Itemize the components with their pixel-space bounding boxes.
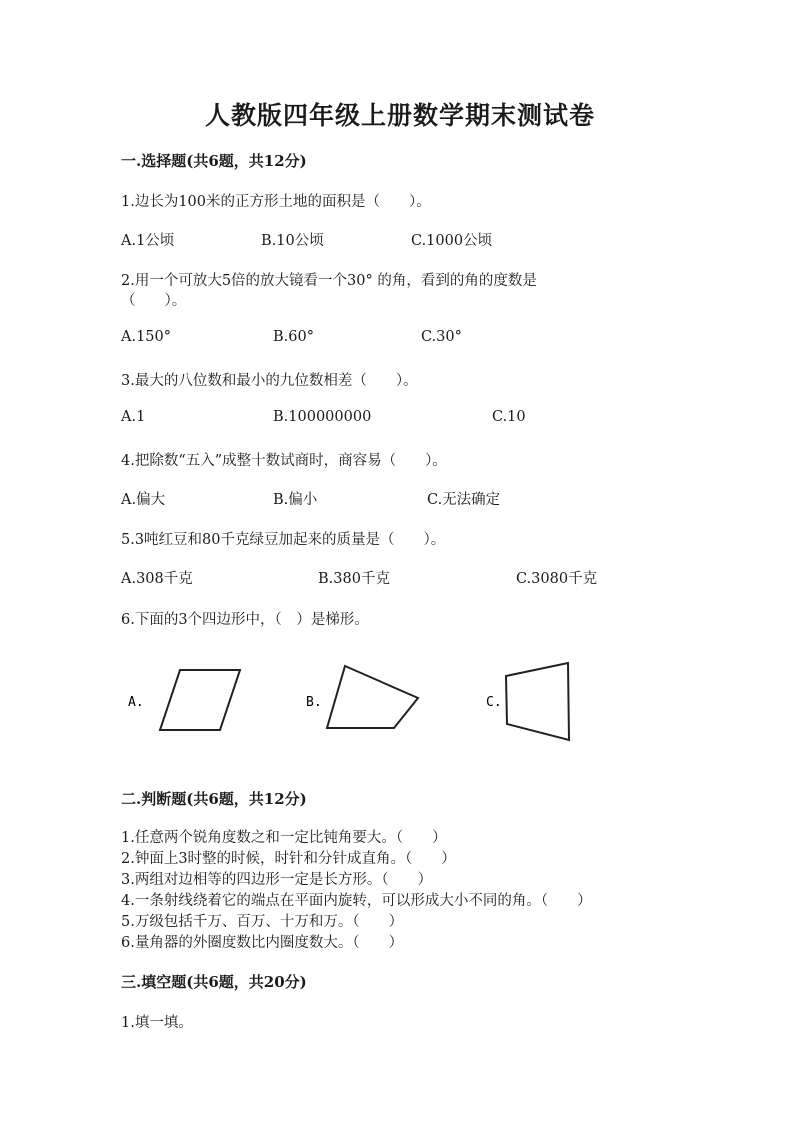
- shape-label-a: A.: [128, 695, 144, 710]
- section-heading-choice: 一.选择题(共6题，共12分): [121, 152, 307, 170]
- option-2a: A.150°: [121, 329, 172, 345]
- tf-item-6: 6.量角器的外圈度数比内圈度数大。（ ）: [121, 935, 404, 951]
- option-2b: B.60°: [273, 329, 314, 345]
- option-4b: B.偏小: [273, 492, 318, 508]
- shape-label-b: B.: [306, 695, 322, 710]
- fill-question-1: 1.填一填。: [121, 1015, 193, 1031]
- option-5b: B.380千克: [318, 571, 390, 587]
- option-3b: B.100000000: [273, 409, 372, 425]
- tf-item-5: 5.万级包括千万、百万、十万和万。（ ）: [121, 914, 404, 930]
- option-5a: A.308千克: [121, 571, 193, 587]
- question-3: 3.最大的八位数和最小的九位数相差（ ）。: [121, 373, 418, 389]
- tf-item-1: 1.任意两个锐角度数之和一定比钝角要大。（ ）: [121, 830, 447, 846]
- trapezoid-shape: [506, 663, 569, 740]
- question-2-line1: 2.用一个可放大5倍的放大镜看一个30° 的角，看到的角的度数是: [121, 273, 537, 289]
- question-5: 5.3吨红豆和80千克绿豆加起来的质量是（ ）。: [121, 532, 446, 548]
- irregular-quadrilateral-shape: [327, 666, 418, 728]
- option-4c: C.无法确定: [427, 492, 501, 508]
- question-2-line2: （ ）。: [121, 293, 187, 309]
- option-1b: B.10公顷: [261, 233, 324, 249]
- tf-item-2: 2.钟面上3时整的时候，时针和分针成直角。（ ）: [121, 851, 456, 867]
- option-1a: A.1公顷: [121, 233, 175, 249]
- parallelogram-shape: [160, 670, 240, 730]
- page-title: 人教版四年级上册数学期末测试卷: [204, 101, 595, 130]
- shape-label-c: C.: [486, 695, 502, 710]
- option-3a: A.1: [121, 409, 146, 425]
- section-heading-fill-blank: 三.填空题(共6题，共20分): [121, 973, 307, 991]
- tf-item-3: 3.两组对边相等的四边形一定是长方形。（ ）: [121, 872, 433, 888]
- question-4: 4.把除数“五入”成整十数试商时，商容易（ ）。: [121, 453, 447, 469]
- section-heading-true-false: 二.判断题(共6题，共12分): [121, 790, 307, 808]
- question-1: 1.边长为100米的正方形土地的面积是（ ）。: [121, 194, 431, 210]
- option-2c: C.30°: [421, 329, 462, 345]
- option-5c: C.3080千克: [516, 571, 598, 587]
- tf-item-4: 4.一条射线绕着它的端点在平面内旋转，可以形成大小不同的角。（ ）: [121, 893, 592, 909]
- option-4a: A.偏大: [121, 492, 166, 508]
- option-1c: C.1000公顷: [411, 233, 493, 249]
- quadrilateral-figures: [0, 650, 800, 750]
- question-6: 6.下面的3个四边形中，（ ）是梯形。: [121, 612, 369, 628]
- option-3c: C.10: [492, 409, 526, 425]
